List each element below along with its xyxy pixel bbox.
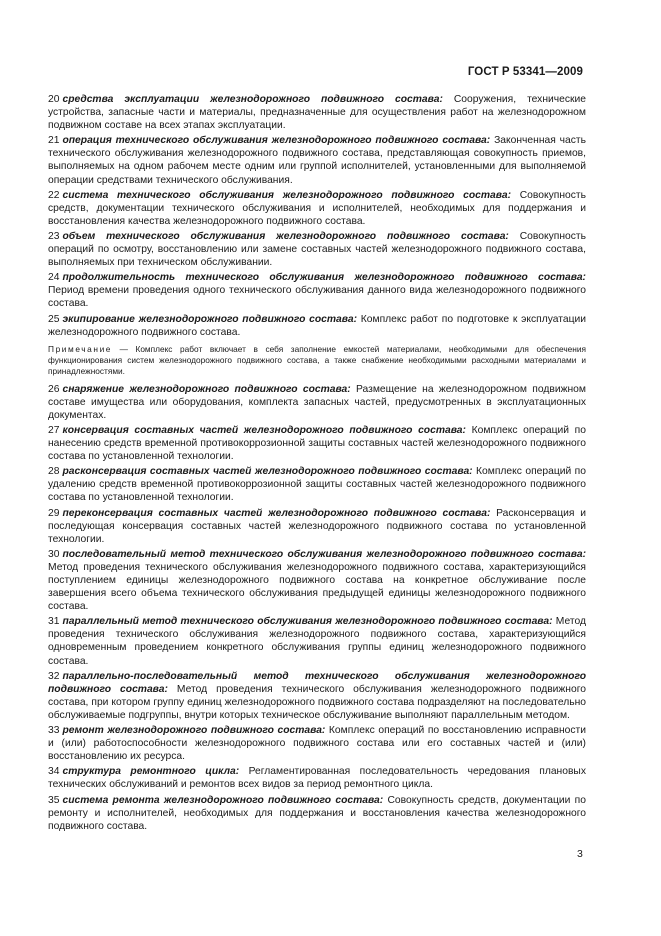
term-title: параллельный метод технического обслуживания железнодорожного подвижного состава: <box>62 616 553 628</box>
term-number: 30 <box>48 548 60 560</box>
term-definition: Метод проведения технического обслуживания железнодорожного подвижного состава, характеризующийся поступлением единицы железнодорожного подвижного состава на конкретное обслуживание после завершения всего объема технического обслуживания предыдущей единицы железнодорожного подвижного состава. <box>48 561 586 613</box>
term-definition: Метод проведения технического обслуживания железнодорожного подвижного состава, при котором группу единиц железнодорожного подвижного состава подразделяют на последовательно обслуживаемые подгруппы, внутри которых техническое обслуживание выполняют параллельным методом. <box>48 683 586 721</box>
term-number: 23 <box>48 230 60 242</box>
term-list-a <box>48 93 586 339</box>
term-number: 29 <box>48 507 60 519</box>
term-number: 28 <box>48 466 60 478</box>
term-entry <box>48 615 586 667</box>
note-paragraph <box>48 344 586 377</box>
term-definition: Комплекс операций по нанесению средств временной противокоррозионной защиты составных частей железнодорожного подвижного состава по установленной технологии. <box>48 424 586 463</box>
term-definition: Сооружения, технические устройства, запасные части и материалы, предназначенные для осуществления работ на железнодорожном подвижном составе на всех этапах эксплуатации. <box>48 94 586 132</box>
term-number: 33 <box>48 725 60 737</box>
term-definition: Совокупность средств, документации по ремонту и исполнителей, необходимых для поддержания и восстановления качества железнодорожного подвижного состава. <box>48 794 586 832</box>
term-definition: Законченная часть технического обслуживания железнодорожного подвижного состава, представляющая совокупность приемов, выполняемых на одном рабочем месте одним или группой исполнителей, установленными для выполняемой операции средствами технического обслуживания. <box>48 135 586 186</box>
term-entry <box>48 189 586 228</box>
term-definition: Размещение на железнодорожном подвижном составе имущества или оборудования, комплекта запасных частей, предусмотренных в эксплуатационных документах. <box>48 383 586 421</box>
term-title: средства эксплуатации железнодорожного подвижного состава: <box>62 94 443 105</box>
term-definition: Метод проведения технического обслуживания железнодорожного подвижного состава, характеризующийся одновременным проведением конкретного обслуживания группы единиц железнодорожного подвижного состава. <box>48 616 586 667</box>
term-entry <box>48 93 586 132</box>
term-title: структура ремонтного цикла: <box>62 766 240 778</box>
term-title: переконсервация составных частей железнодорожного подвижного состава: <box>62 507 491 519</box>
term-title: снаряжение железнодорожного подвижного состава: <box>62 383 351 395</box>
term-list-b <box>48 383 586 833</box>
note-label: Примечание <box>48 343 113 354</box>
term-number: 31 <box>48 616 60 628</box>
term-entry <box>48 383 586 422</box>
term-title: система технического обслуживания железнодорожного подвижного состава: <box>62 189 512 201</box>
term-entry <box>48 230 586 269</box>
term-title: объем технического обслуживания железнодорожного подвижного состава: <box>62 230 509 242</box>
term-number: 21 <box>48 135 60 147</box>
term-definition: Совокупность операций по осмотру, восстановлению или замене составных частей железнодорожного подвижного состава, выполняемых при техническом обслуживании. <box>48 230 586 269</box>
term-number: 25 <box>48 313 60 325</box>
term-entry <box>48 465 586 504</box>
term-entry <box>48 271 586 310</box>
term-title: операция технического обслуживания железнодорожного подвижного состава: <box>62 135 491 147</box>
term-entry <box>48 765 586 791</box>
term-entry <box>48 424 586 463</box>
term-number: 32 <box>48 670 60 682</box>
term-definition: Комплекс операций по удалению средств временной противокоррозионной защиты составных частей железнодорожного подвижного состава по установленной технологии. <box>48 466 586 504</box>
term-entry <box>48 794 586 833</box>
term-number: 24 <box>48 272 60 284</box>
term-number: 22 <box>48 189 60 201</box>
term-number: 20 <box>48 94 60 105</box>
term-title: ремонт железнодорожного подвижного состава: <box>62 725 326 737</box>
term-entry <box>48 507 586 546</box>
term-number: 35 <box>48 794 60 806</box>
term-definition: Совокупность средств, документации технического обслуживания и исполнителей, необходимых для поддержания и восстановления качества железнодорожного подвижного состава. <box>48 189 586 227</box>
document-id: ГОСТ Р 53341—2009 <box>467 66 583 78</box>
term-definition: Расконсервация и последующая консервация составных частей железнодорожного подвижного состава по установленной технологии. <box>48 507 586 545</box>
note-text: — Комплекс работ включает в себя заполнение емкостей материалами, необходимыми для обеспечения функционирования систем железнодорожного подвижного состава, а также снабжение необходимыми расходными материалами и принадлежностями. <box>48 343 586 376</box>
term-number: 26 <box>48 383 60 395</box>
term-definition: Комплекс работ по подготовке к эксплуатации железнодорожного подвижного состава. <box>48 313 586 338</box>
term-title: расконсервация составных частей железнодорожного подвижного состава: <box>62 466 473 478</box>
term-entry <box>48 548 586 613</box>
terms-content <box>48 93 586 835</box>
term-title: последовательный метод технического обслуживания железнодорожного подвижного состава: <box>62 548 586 560</box>
term-entry <box>48 670 586 722</box>
term-entry <box>48 724 586 763</box>
term-number: 34 <box>48 766 60 778</box>
term-title: параллельно-последовательный метод технического обслуживания железнодорожного подвижного состава: <box>48 670 586 695</box>
page-number: 3 <box>577 848 583 860</box>
term-definition: Комплекс операций по восстановлению исправности и (или) работоспособности железнодорожного подвижного состава или его составных частей и (или) восстановлению их ресурса. <box>48 725 586 763</box>
term-definition: Регламентированная последовательность чередования плановых технических обслуживаний и ремонтов всех видов за период ремонтного цикла. <box>48 766 586 791</box>
term-title: система ремонта железнодорожного подвижного состава: <box>62 794 384 806</box>
term-definition: Период времени проведения одного технического обслуживания данного вида железнодорожного подвижного состава. <box>48 285 586 310</box>
term-entry <box>48 313 586 339</box>
term-title: консервация составных частей железнодорожного подвижного состава: <box>62 424 466 436</box>
term-entry <box>48 134 586 186</box>
term-title: экипирование железнодорожного подвижного состава: <box>62 313 358 325</box>
term-number: 27 <box>48 424 60 436</box>
term-title: продолжительность технического обслуживания железнодорожного подвижного состава: <box>62 272 586 284</box>
